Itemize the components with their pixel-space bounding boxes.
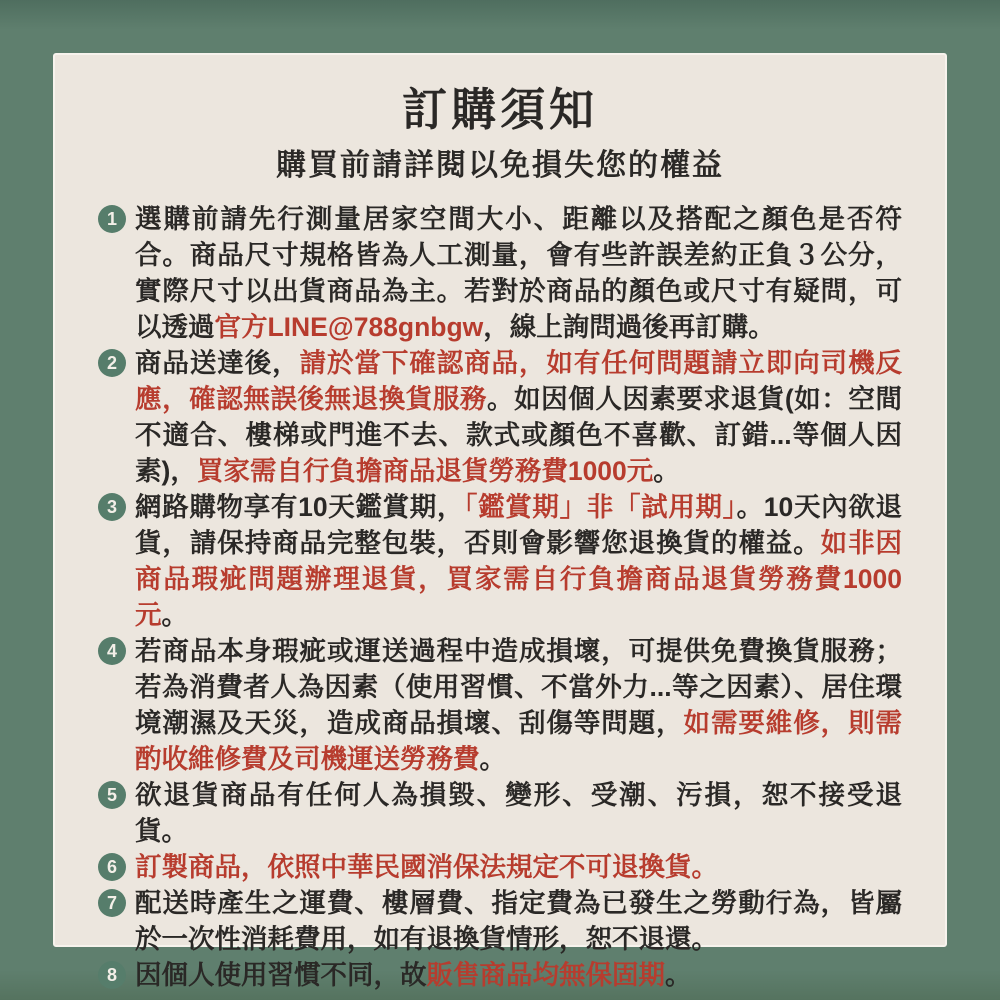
- item-number-badge: 3: [98, 493, 126, 521]
- text-segment: 。: [479, 743, 506, 774]
- highlighted-text-segment: 如非因商品瑕疵問題辦理退貨，買家需自行負擔商品退貨勞務費1000元: [135, 527, 903, 630]
- text-segment: 。: [161, 599, 188, 630]
- notice-item-1: [98, 201, 902, 345]
- notice-item-8: [98, 957, 902, 993]
- item-text: [135, 849, 902, 885]
- item-text: [135, 885, 902, 957]
- text-segment: 選購前請先行測量居家空間大小、距離以及搭配之顏色是否符合。商品尺寸規格皆為人工測量，會有些許誤差約正負３公分，實際尺寸以出貨商品為主。若對於商品的顏色或尺寸有疑問，可以透過: [135, 203, 902, 342]
- item-text: [135, 777, 902, 849]
- item-text: [135, 633, 902, 777]
- item-text: [135, 957, 902, 993]
- item-number-badge: 7: [98, 889, 126, 917]
- highlighted-text-segment: 官方LINE@788gnbgw: [214, 311, 484, 342]
- page-subtitle: 購買前請詳閱以免損失您的權益: [276, 149, 724, 182]
- highlighted-text-segment: 訂製商品，依照中華民國消保法規定不可退換貨。: [135, 851, 718, 882]
- notice-list: [98, 201, 902, 993]
- notice-item-3: [98, 489, 902, 633]
- text-segment: 配送時產生之運費、樓層費、指定費為已發生之勞動行為，皆屬於一次性消耗費用，如有退換貨情形，恕不退還。: [135, 887, 902, 954]
- text-segment: 。: [665, 959, 692, 990]
- text-segment: 欲退貨商品有任何人為損毀、變形、受潮、污損，恕不接受退貨。: [135, 779, 902, 846]
- item-number-badge: 4: [98, 637, 126, 665]
- text-segment: 網路購物享有10天鑑賞期，: [135, 491, 465, 522]
- item-text: [135, 489, 902, 633]
- item-number-badge: 5: [98, 781, 126, 809]
- notice-panel: [53, 53, 947, 990]
- text-segment: 若商品本身瑕疵或運送過程中造成損壞，可提供免費換貨服務；若為消費者人為因素（使用習慣、不當外力...等之因素）、居住環境潮濕及天災，造成商品損壞、刮傷等問題，: [135, 635, 902, 738]
- text-segment: 。10天內欲退貨，請保持商品完整包裝，否則會影響您退換貨的權益。: [135, 491, 902, 558]
- notice-item-6: [98, 849, 902, 885]
- text-segment: 。: [653, 455, 680, 486]
- page-title: 訂購須知: [401, 84, 598, 135]
- item-number-badge: 6: [98, 853, 126, 881]
- text-segment: 。如因個人因素要求退貨(如：空間不適合、樓梯或門進不去、款式或顏色不喜歡、訂錯...等個人因素)，: [135, 383, 903, 486]
- highlighted-text-segment: 買家需自行負擔商品退貨勞務費1000元: [196, 455, 654, 486]
- item-number-badge: 1: [98, 205, 126, 233]
- notice-item-5: [98, 777, 902, 849]
- notice-item-7: [98, 885, 902, 957]
- text-segment: 因個人使用習慣不同，故: [135, 959, 427, 990]
- highlighted-text-segment: 如需要維修，則需酌收維修費及司機運送勞務費: [135, 707, 903, 774]
- item-text: [135, 201, 902, 345]
- highlighted-text-segment: 「鑑賞期」非「試用期」: [464, 491, 737, 522]
- item-text: [135, 345, 902, 489]
- notice-item-2: [98, 345, 902, 489]
- item-number-badge: 2: [98, 349, 126, 377]
- highlighted-text-segment: 請於當下確認商品，如有任何問題請立即向司機反應，確認無誤後無退換貨服務: [135, 347, 903, 414]
- highlighted-text-segment: 販售商品均無保固期: [426, 959, 665, 990]
- text-segment: ，線上詢問過後再訂購。: [483, 311, 775, 342]
- text-segment: 商品送達後，: [135, 347, 300, 378]
- item-number-badge: 8: [98, 961, 126, 989]
- notice-item-4: [98, 633, 902, 777]
